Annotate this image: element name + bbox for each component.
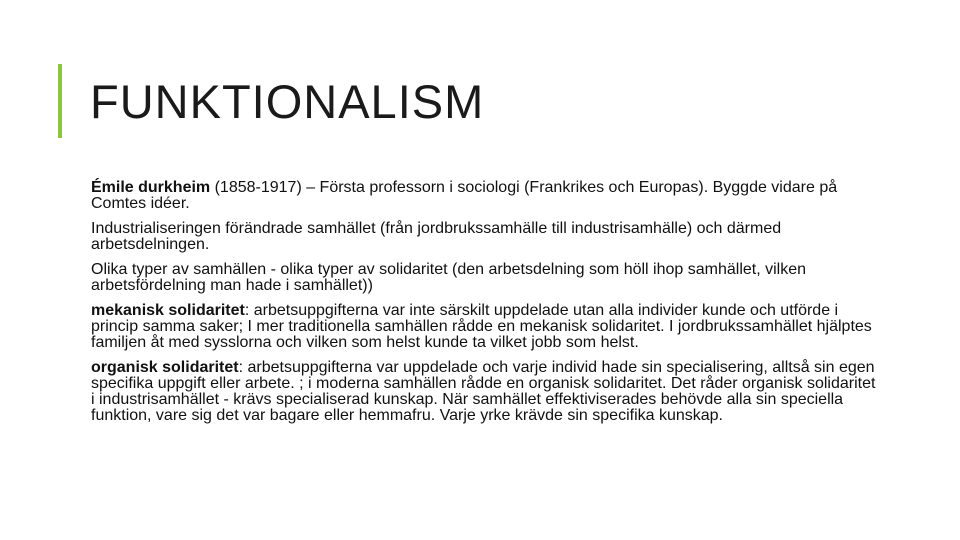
paragraph-durkheim [91,180,881,212]
paragraph-industrialisation [91,221,881,253]
paragraph-text: Olika typer av samhällen - olika typer av solidaritet (den arbetsdelning som höll ihop samhället, vilken arbetsfördelning man hade i samhället)) [91,261,807,294]
paragraph-text: : arbetsuppgifterna var uppdelade och varje individ hade sin specialisering, alltså sin egen specifika uppgift eller arbete. ; i moderna samhällen rådde en organisk solidaritet. Det råder organisk solidaritet i industrisamhället - krävs specialiserad kunskap. När samhället effektiviserades behövde alla sin speciella funktion, vare sig det var bagare eller hemmafru. Varje yrke krävde sin specifika kunskap. [91,359,876,424]
title-accent-bar [58,64,62,138]
paragraph-text: (1858-1917) – Första professorn i sociologi (Frankrikes och Europas). Byggde vidare på Comtes idéer. [91,179,838,212]
paragraph-text: Industrialiseringen förändrade samhället (från jordbrukssamhälle till industrisamhälle) och därmed arbetsdelningen. [91,220,782,253]
paragraph-lead: organisk solidaritet [91,359,239,376]
paragraph-lead: Émile durkheim [91,179,215,196]
paragraph-mechanical-solidarity [91,303,881,351]
paragraph-society-types [91,262,881,294]
paragraph-lead: mekanisk solidaritet [91,302,245,319]
slide-content [91,180,881,433]
slide-title: FUNKTIONALISM [90,75,485,128]
paragraph-text: : arbetsuppgifterna var inte särskilt uppdelade utan alla individer kunde och utförde i princip samma saker; I mer traditionella samhällen rådde en mekanisk solidaritet. I jordbrukssamhället hjälptes familjen åt med sysslorna och vilken som helst kunde ta vilket jobb som helst. [91,302,872,351]
paragraph-organic-solidarity [91,360,881,424]
